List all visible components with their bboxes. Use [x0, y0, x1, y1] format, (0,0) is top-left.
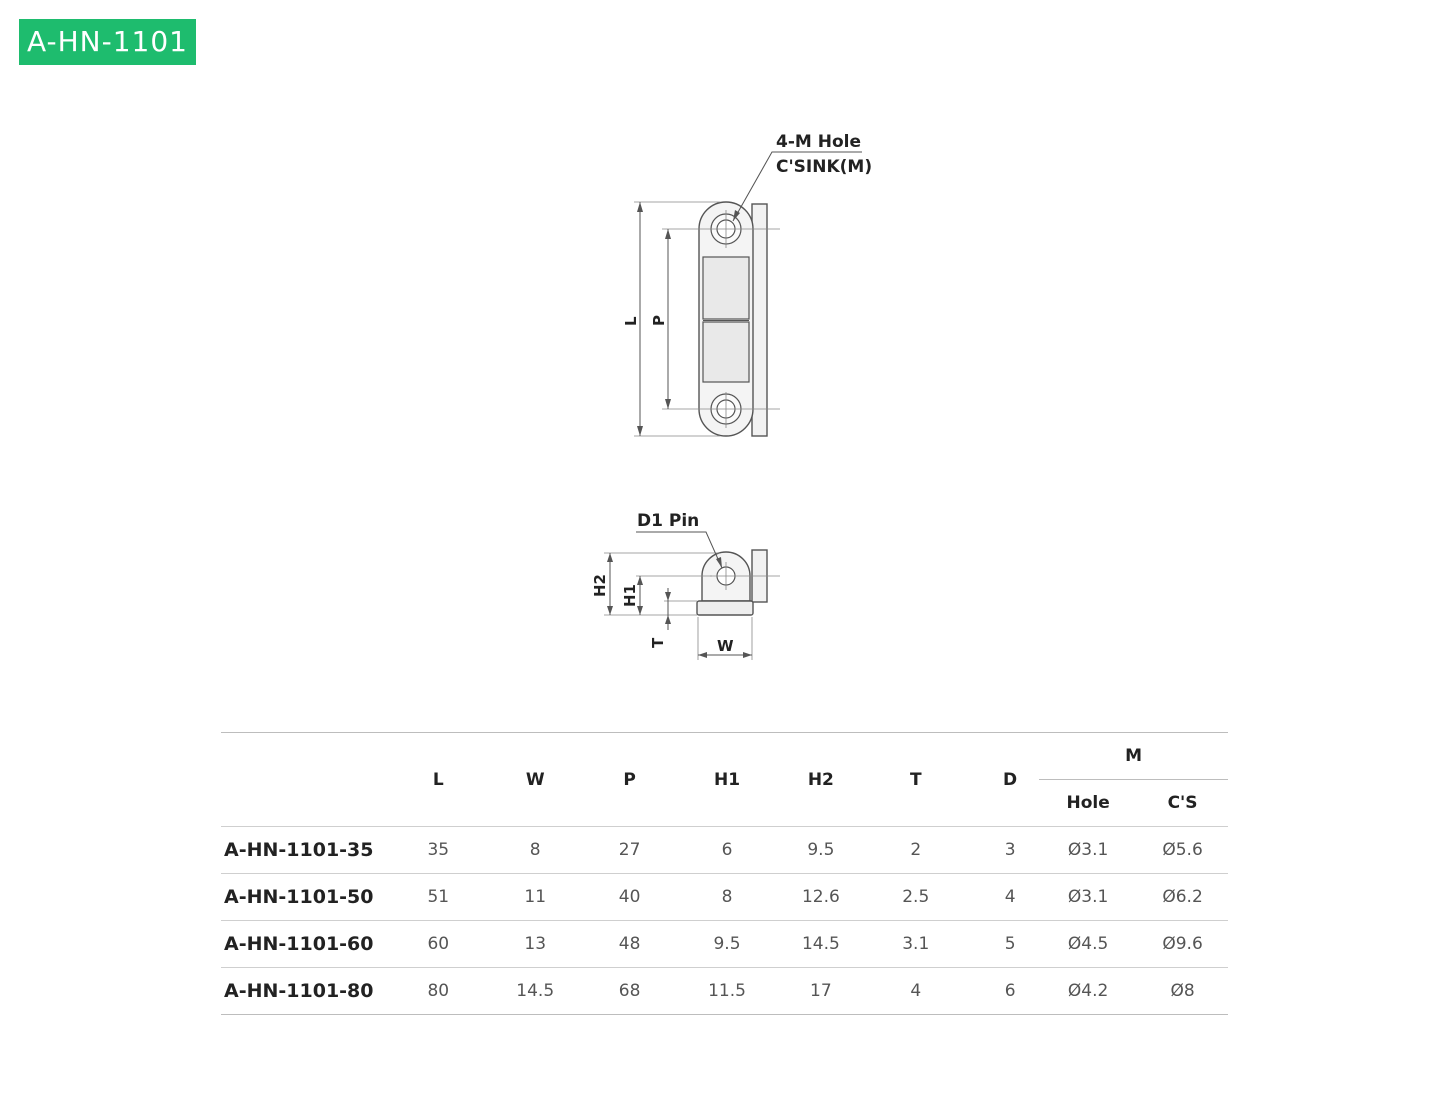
cell-cs: Ø9.6: [1162, 934, 1203, 954]
cell-cs: Ø8: [1170, 981, 1195, 1001]
cell-D: 5: [1004, 934, 1016, 954]
dim-label-T: T: [649, 637, 667, 648]
cell-model: A-HN-1101-35: [224, 839, 374, 861]
header-P: P: [623, 769, 636, 790]
cell-H1: 8: [721, 887, 733, 907]
cell-H2: 12.6: [801, 887, 840, 907]
cell-P: 68: [618, 981, 641, 1001]
header-H1: H1: [713, 769, 741, 790]
side-callout-pin: D1 Pin: [637, 511, 700, 531]
table-row: [221, 827, 1228, 874]
dim-label-L: L: [622, 316, 640, 326]
cell-cs: Ø6.2: [1162, 887, 1203, 907]
cell-H2: 17: [810, 981, 832, 1001]
cell-cs: Ø5.6: [1162, 840, 1203, 860]
page-title: A-HN-1101: [19, 19, 196, 65]
cell-T: 3.1: [902, 934, 930, 954]
front-callout-csink: C'SINK(M): [776, 157, 873, 177]
dim-label-H2: H2: [591, 574, 609, 597]
back-plate: [752, 204, 767, 436]
cell-P: 48: [618, 934, 641, 954]
cell-D: 6: [1004, 981, 1016, 1001]
cell-model: A-HN-1101-60: [224, 933, 374, 955]
cell-P: 40: [618, 887, 641, 907]
dim-label-H1: H1: [621, 584, 639, 607]
cell-L: 35: [427, 840, 450, 860]
cell-L: 80: [427, 981, 450, 1001]
front-callout-hole: 4-M Hole: [776, 132, 861, 152]
front-view: [634, 152, 862, 436]
side-base: [697, 601, 753, 615]
cell-hole: Ø4.5: [1067, 934, 1109, 954]
header-L: L: [432, 769, 444, 790]
cell-W: 8: [529, 840, 541, 860]
header-M: M: [1125, 746, 1143, 766]
cell-H1: 9.5: [713, 934, 741, 954]
cell-H1: 6: [721, 840, 733, 860]
cell-T: 2.5: [902, 887, 930, 907]
cell-P: 27: [618, 840, 641, 860]
header-T: T: [909, 769, 922, 790]
cell-W: 11: [524, 887, 547, 907]
header-cs: C'S: [1137, 780, 1228, 827]
header-W: W: [525, 769, 545, 790]
cell-hole: Ø3.1: [1067, 840, 1109, 860]
cell-hole: Ø3.1: [1067, 887, 1109, 907]
cell-model: A-HN-1101-50: [224, 886, 374, 908]
cell-D: 4: [1004, 887, 1016, 907]
table-row: [221, 874, 1228, 921]
header-hole: Hole: [1039, 780, 1137, 827]
cell-H2: 14.5: [801, 934, 840, 954]
cell-W: 14.5: [516, 981, 555, 1001]
dim-label-P: P: [650, 315, 668, 326]
header-model: [221, 733, 403, 827]
cell-L: 51: [427, 887, 450, 907]
header-H2: H2: [807, 769, 834, 790]
cell-L: 60: [427, 934, 450, 954]
cell-W: 13: [524, 934, 547, 954]
cell-model: A-HN-1101-80: [224, 980, 374, 1002]
table-row: [221, 921, 1228, 968]
header-D: D: [1003, 769, 1018, 790]
cell-T: 4: [910, 981, 922, 1001]
dim-label-W: W: [717, 637, 734, 655]
cell-H1: 11.5: [708, 981, 746, 1001]
spec-table: [221, 732, 1228, 1015]
knuckle-upper: [703, 257, 749, 319]
cell-D: 3: [1004, 840, 1016, 860]
cell-hole: Ø4.2: [1067, 981, 1109, 1001]
knuckle-lower: [703, 322, 749, 382]
table-row: [221, 968, 1228, 1015]
cell-H2: 9.5: [807, 840, 835, 860]
cell-T: 2: [910, 840, 922, 860]
